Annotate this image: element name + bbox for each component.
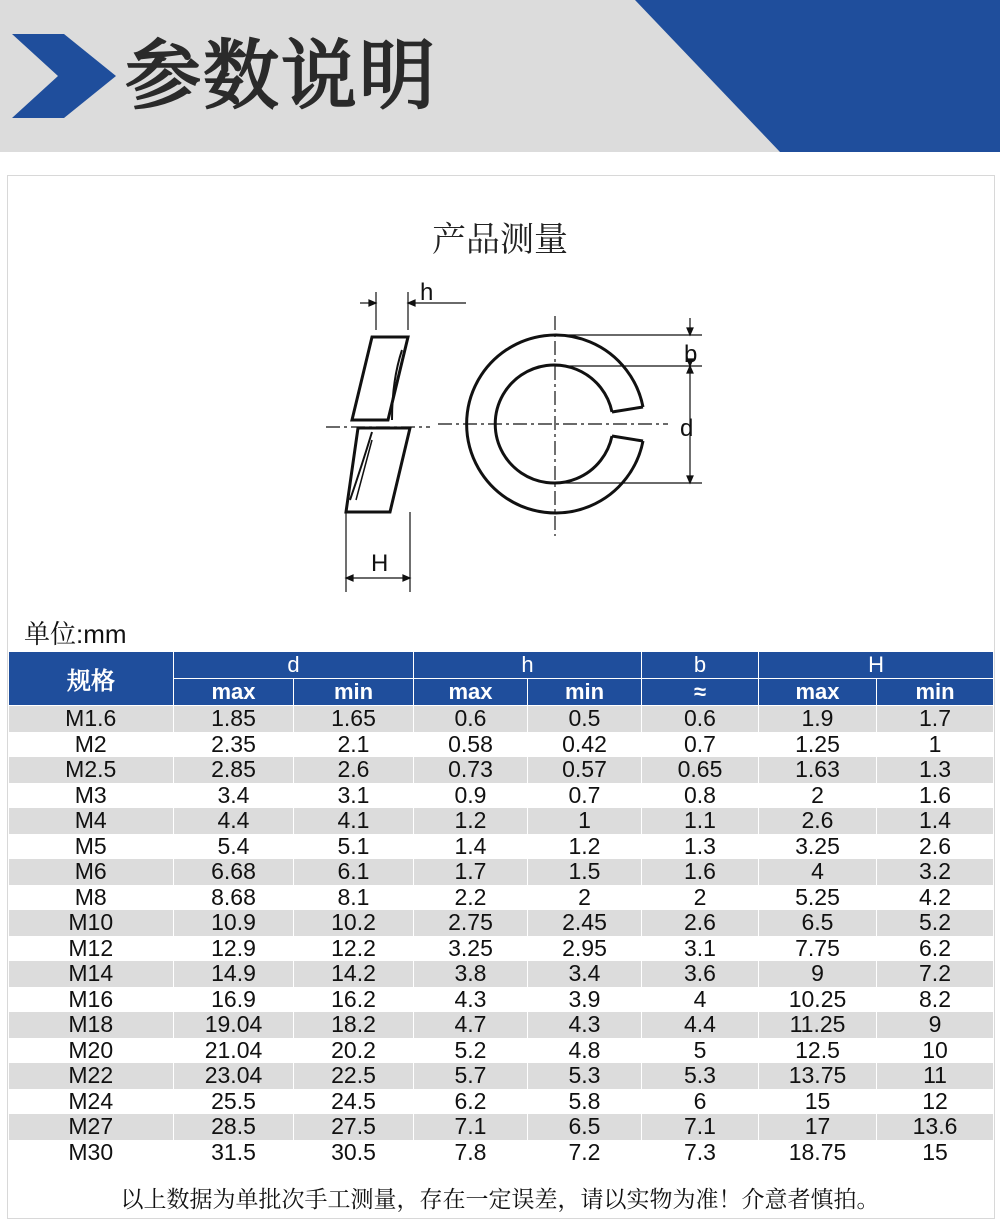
cell-d-min: 4.1 [294, 808, 414, 834]
cell-H-max: 17 [759, 1114, 877, 1140]
washer-top-view [438, 316, 702, 536]
page-title: 参数说明 [125, 31, 437, 120]
table-row [9, 910, 994, 936]
cell-h-max: 6.2 [414, 1089, 528, 1115]
cell-spec: M14 [9, 961, 174, 987]
cell-h-min: 0.57 [528, 757, 642, 783]
cell-h-max: 3.8 [414, 961, 528, 987]
cell-d-max: 28.5 [174, 1114, 294, 1140]
cell-h-min: 3.9 [528, 987, 642, 1013]
cell-d-min: 10.2 [294, 910, 414, 936]
header-group-d: d [174, 652, 414, 679]
cell-d-min: 3.1 [294, 783, 414, 809]
cell-d-max: 4.4 [174, 808, 294, 834]
table-row [9, 1038, 994, 1064]
cell-H-min: 2.6 [877, 834, 994, 860]
table-row [9, 732, 994, 758]
table-row [9, 783, 994, 809]
cell-H-min: 11 [877, 1063, 994, 1089]
cell-h-min: 0.42 [528, 732, 642, 758]
cell-h-max: 2.2 [414, 885, 528, 911]
cell-b-approx: 0.6 [642, 706, 759, 732]
cell-H-max: 4 [759, 859, 877, 885]
cell-h-min: 6.5 [528, 1114, 642, 1140]
cell-d-max: 2.35 [174, 732, 294, 758]
cell-h-max: 0.6 [414, 706, 528, 732]
cell-H-max: 15 [759, 1089, 877, 1115]
cell-H-min: 5.2 [877, 910, 994, 936]
cell-h-min: 5.3 [528, 1063, 642, 1089]
cell-b-approx: 5 [642, 1038, 759, 1064]
cell-spec: M20 [9, 1038, 174, 1064]
cell-b-approx: 7.1 [642, 1114, 759, 1140]
table-row [9, 936, 994, 962]
cell-h-min: 4.3 [528, 1012, 642, 1038]
cell-d-min: 20.2 [294, 1038, 414, 1064]
cell-h-min: 1.2 [528, 834, 642, 860]
cell-h-max: 0.9 [414, 783, 528, 809]
cell-h-max: 5.2 [414, 1038, 528, 1064]
cell-H-min: 13.6 [877, 1114, 994, 1140]
cell-b-approx: 1.6 [642, 859, 759, 885]
cell-d-min: 30.5 [294, 1140, 414, 1166]
label-h: h [420, 279, 434, 306]
cell-spec: M22 [9, 1063, 174, 1089]
cell-b-approx: 0.8 [642, 783, 759, 809]
table-row [9, 1063, 994, 1089]
table-row [9, 757, 994, 783]
cell-h-max: 7.8 [414, 1140, 528, 1166]
header-group-h: h [414, 652, 642, 679]
cell-H-min: 9 [877, 1012, 994, 1038]
cell-d-min: 14.2 [294, 961, 414, 987]
cell-spec: M2 [9, 732, 174, 758]
cell-spec: M30 [9, 1140, 174, 1166]
table-row [9, 1114, 994, 1140]
cell-h-min: 1 [528, 808, 642, 834]
subheader-H-max: max [759, 679, 877, 706]
cell-h-max: 5.7 [414, 1063, 528, 1089]
cell-b-approx: 2.6 [642, 910, 759, 936]
cell-d-max: 3.4 [174, 783, 294, 809]
cell-spec: M12 [9, 936, 174, 962]
cell-H-min: 1.7 [877, 706, 994, 732]
spec-table-body [9, 706, 994, 1166]
cell-d-max: 31.5 [174, 1140, 294, 1166]
table-row [9, 1140, 994, 1166]
cell-d-min: 2.6 [294, 757, 414, 783]
cell-h-max: 1.4 [414, 834, 528, 860]
cell-d-max: 2.85 [174, 757, 294, 783]
cell-d-min: 16.2 [294, 987, 414, 1013]
cell-spec: M27 [9, 1114, 174, 1140]
cell-h-max: 1.7 [414, 859, 528, 885]
cell-H-min: 1.3 [877, 757, 994, 783]
cell-H-min: 1.6 [877, 783, 994, 809]
cell-d-min: 12.2 [294, 936, 414, 962]
cell-H-max: 18.75 [759, 1140, 877, 1166]
cell-H-max: 5.25 [759, 885, 877, 911]
cell-h-max: 0.73 [414, 757, 528, 783]
cell-b-approx: 4.4 [642, 1012, 759, 1038]
cell-d-max: 1.85 [174, 706, 294, 732]
cell-H-min: 6.2 [877, 936, 994, 962]
cell-h-min: 2.45 [528, 910, 642, 936]
header-group-H: H [759, 652, 994, 679]
cell-H-max: 2.6 [759, 808, 877, 834]
washer-side-view [326, 292, 466, 592]
cell-b-approx: 3.6 [642, 961, 759, 987]
cell-spec: M16 [9, 987, 174, 1013]
diagram-title: 产品测量 [432, 220, 568, 260]
table-row [9, 834, 994, 860]
cell-b-approx: 1.3 [642, 834, 759, 860]
cell-H-min: 3.2 [877, 859, 994, 885]
cell-spec: M3 [9, 783, 174, 809]
cell-h-min: 7.2 [528, 1140, 642, 1166]
cell-spec: M2.5 [9, 757, 174, 783]
cell-d-min: 24.5 [294, 1089, 414, 1115]
cell-spec: M18 [9, 1012, 174, 1038]
cell-d-min: 5.1 [294, 834, 414, 860]
cell-b-approx: 6 [642, 1089, 759, 1115]
cell-H-min: 1 [877, 732, 994, 758]
cell-H-min: 10 [877, 1038, 994, 1064]
cell-H-min: 8.2 [877, 987, 994, 1013]
table-row [9, 808, 994, 834]
cell-h-max: 2.75 [414, 910, 528, 936]
table-row [9, 1012, 994, 1038]
cell-h-max: 4.7 [414, 1012, 528, 1038]
cell-H-max: 6.5 [759, 910, 877, 936]
table-row [9, 706, 994, 732]
cell-d-max: 21.04 [174, 1038, 294, 1064]
cell-H-max: 10.25 [759, 987, 877, 1013]
cell-spec: M4 [9, 808, 174, 834]
cell-h-min: 0.7 [528, 783, 642, 809]
cell-H-min: 1.4 [877, 808, 994, 834]
subheader-d-max: max [174, 679, 294, 706]
cell-b-approx: 1.1 [642, 808, 759, 834]
cell-h-min: 2 [528, 885, 642, 911]
header-spec: 规格 [9, 652, 174, 706]
label-H: H [371, 550, 389, 577]
table-row [9, 987, 994, 1013]
footnote: 以上数据为单批次手工测量，存在一定误差，请以实物为准！介意者慎拍。 [120, 1187, 880, 1213]
cell-h-max: 7.1 [414, 1114, 528, 1140]
cell-H-max: 12.5 [759, 1038, 877, 1064]
cell-d-max: 14.9 [174, 961, 294, 987]
subheader-b-approx: ≈ [642, 679, 759, 706]
cell-spec: M10 [9, 910, 174, 936]
cell-b-approx: 5.3 [642, 1063, 759, 1089]
cell-spec: M8 [9, 885, 174, 911]
cell-h-max: 3.25 [414, 936, 528, 962]
table-row [9, 1089, 994, 1115]
cell-h-max: 1.2 [414, 808, 528, 834]
cell-h-min: 0.5 [528, 706, 642, 732]
cell-spec: M6 [9, 859, 174, 885]
cell-h-min: 2.95 [528, 936, 642, 962]
cell-H-min: 15 [877, 1140, 994, 1166]
cell-H-max: 13.75 [759, 1063, 877, 1089]
cell-h-min: 3.4 [528, 961, 642, 987]
cell-H-max: 1.63 [759, 757, 877, 783]
cell-h-min: 4.8 [528, 1038, 642, 1064]
cell-d-min: 22.5 [294, 1063, 414, 1089]
cell-H-min: 12 [877, 1089, 994, 1115]
cell-h-min: 5.8 [528, 1089, 642, 1115]
chevron-right-icon [12, 34, 122, 118]
header-group-b: b [642, 652, 759, 679]
cell-d-min: 1.65 [294, 706, 414, 732]
cell-H-max: 3.25 [759, 834, 877, 860]
cell-d-max: 19.04 [174, 1012, 294, 1038]
cell-d-min: 2.1 [294, 732, 414, 758]
cell-d-min: 18.2 [294, 1012, 414, 1038]
cell-d-max: 25.5 [174, 1089, 294, 1115]
label-d: d [680, 415, 694, 442]
cell-d-min: 27.5 [294, 1114, 414, 1140]
cell-d-min: 6.1 [294, 859, 414, 885]
cell-spec: M1.6 [9, 706, 174, 732]
cell-b-approx: 0.7 [642, 732, 759, 758]
cell-d-max: 23.04 [174, 1063, 294, 1089]
table-row [9, 885, 994, 911]
cell-b-approx: 2 [642, 885, 759, 911]
cell-d-min: 8.1 [294, 885, 414, 911]
cell-h-max: 0.58 [414, 732, 528, 758]
cell-b-approx: 4 [642, 987, 759, 1013]
cell-H-min: 4.2 [877, 885, 994, 911]
cell-d-max: 8.68 [174, 885, 294, 911]
cell-h-min: 1.5 [528, 859, 642, 885]
cell-H-max: 1.9 [759, 706, 877, 732]
cell-H-min: 7.2 [877, 961, 994, 987]
cell-H-max: 1.25 [759, 732, 877, 758]
cell-spec: M5 [9, 834, 174, 860]
cell-d-max: 6.68 [174, 859, 294, 885]
cell-H-max: 9 [759, 961, 877, 987]
cell-H-max: 7.75 [759, 936, 877, 962]
cell-d-max: 10.9 [174, 910, 294, 936]
cell-b-approx: 3.1 [642, 936, 759, 962]
table-row [9, 961, 994, 987]
subheader-h-min: min [528, 679, 642, 706]
cell-H-max: 11.25 [759, 1012, 877, 1038]
cell-d-max: 5.4 [174, 834, 294, 860]
cell-spec: M24 [9, 1089, 174, 1115]
unit-label: 单位:mm [24, 619, 127, 649]
cell-b-approx: 0.65 [642, 757, 759, 783]
subheader-h-max: max [414, 679, 528, 706]
cell-H-max: 2 [759, 783, 877, 809]
washer-diagram [0, 260, 1000, 610]
subheader-d-min: min [294, 679, 414, 706]
spec-table [8, 651, 994, 1165]
cell-h-max: 4.3 [414, 987, 528, 1013]
table-row [9, 859, 994, 885]
cell-b-approx: 7.3 [642, 1140, 759, 1166]
subheader-H-min: min [877, 679, 994, 706]
cell-d-max: 16.9 [174, 987, 294, 1013]
label-b: b [684, 341, 698, 368]
cell-d-max: 12.9 [174, 936, 294, 962]
header-banner [0, 0, 1000, 152]
